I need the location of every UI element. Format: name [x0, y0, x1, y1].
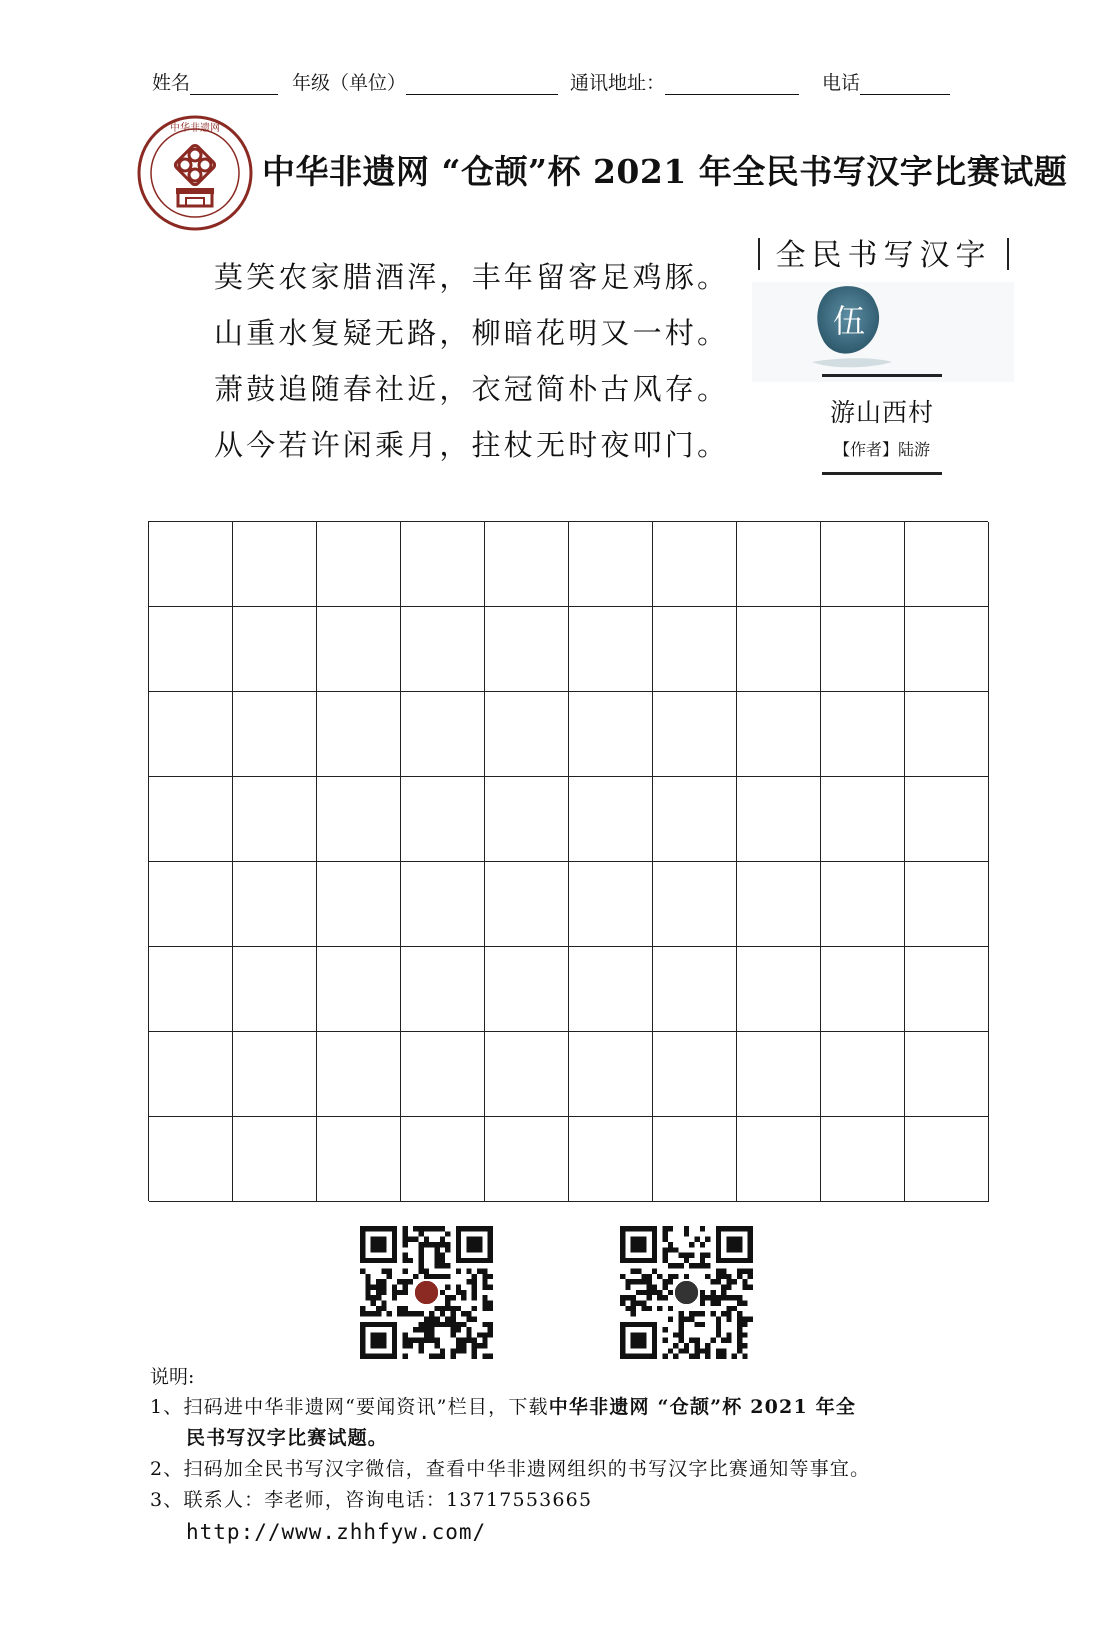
poem-author: 【作者】陆游	[833, 440, 930, 459]
grid-cell[interactable]	[485, 862, 569, 947]
grid-cell[interactable]	[569, 862, 653, 947]
grid-cell[interactable]	[485, 777, 569, 862]
grid-cell[interactable]	[653, 862, 737, 947]
grid-cell[interactable]	[233, 1032, 317, 1117]
grid-cell[interactable]	[737, 947, 821, 1032]
divider	[822, 472, 942, 475]
practice-grid	[148, 521, 988, 1201]
side-banner-text: 全民书写汉字	[775, 238, 992, 273]
grid-cell[interactable]	[905, 1117, 989, 1202]
grid-cell[interactable]	[737, 692, 821, 777]
grid-cell[interactable]	[569, 692, 653, 777]
grid-cell[interactable]	[401, 607, 485, 692]
notes-title: 说明:	[150, 1366, 195, 1388]
grid-cell[interactable]	[149, 947, 233, 1032]
grid-cell[interactable]	[317, 1117, 401, 1202]
grid-cell[interactable]	[905, 692, 989, 777]
grid-cell[interactable]	[821, 862, 905, 947]
address-field[interactable]	[570, 68, 799, 95]
poem-title: 游山西村	[829, 398, 934, 427]
grid-cell[interactable]	[233, 777, 317, 862]
grid-cell[interactable]	[653, 692, 737, 777]
grid-cell[interactable]	[149, 607, 233, 692]
grid-cell[interactable]	[653, 522, 737, 607]
grid-cell[interactable]	[737, 1032, 821, 1117]
grid-cell[interactable]	[233, 1117, 317, 1202]
grid-cell[interactable]	[317, 607, 401, 692]
grid-cell[interactable]	[149, 1032, 233, 1117]
grid-cell[interactable]	[233, 862, 317, 947]
phone-label: 电话	[822, 72, 861, 94]
grid-cell[interactable]	[821, 1117, 905, 1202]
grid-cell[interactable]	[905, 947, 989, 1032]
grid-cell[interactable]	[905, 862, 989, 947]
grid-cell[interactable]	[485, 692, 569, 777]
grid-cell[interactable]	[569, 1032, 653, 1117]
grid-cell[interactable]	[317, 692, 401, 777]
grid-cell[interactable]	[485, 1032, 569, 1117]
grid-cell[interactable]	[569, 607, 653, 692]
grid-cell[interactable]	[317, 947, 401, 1032]
divider	[822, 374, 942, 377]
grid-cell[interactable]	[569, 522, 653, 607]
grid-cell[interactable]	[401, 947, 485, 1032]
grid-cell[interactable]	[233, 692, 317, 777]
grid-cell[interactable]	[821, 692, 905, 777]
grid-cell[interactable]	[821, 1032, 905, 1117]
phone-field[interactable]	[822, 68, 950, 95]
grid-cell[interactable]	[149, 862, 233, 947]
grid-cell[interactable]	[401, 692, 485, 777]
poem-line: 从今若许闲乘月，拄杖无时夜叩门。	[214, 428, 730, 462]
grid-cell[interactable]	[905, 522, 989, 607]
grid-cell[interactable]	[401, 777, 485, 862]
grid-cell[interactable]	[401, 1032, 485, 1117]
grid-cell[interactable]	[317, 522, 401, 607]
grid-cell[interactable]	[149, 1117, 233, 1202]
grid-cell[interactable]	[653, 1117, 737, 1202]
grid-cell[interactable]	[653, 947, 737, 1032]
grid-cell[interactable]	[233, 607, 317, 692]
grid-cell[interactable]	[401, 522, 485, 607]
grid-cell[interactable]	[821, 777, 905, 862]
grid-cell[interactable]	[233, 947, 317, 1032]
svg-text:伍: 伍	[832, 302, 866, 340]
poem-line: 山重水复疑无路，柳暗花明又一村。	[214, 316, 730, 350]
poem-body	[214, 256, 730, 480]
address-label: 通讯地址：	[570, 72, 666, 94]
grid-cell[interactable]	[737, 862, 821, 947]
name-field[interactable]	[152, 68, 278, 95]
grid-cell[interactable]	[737, 777, 821, 862]
qr-code-wechat-icon	[620, 1226, 753, 1359]
side-banner	[758, 230, 1009, 274]
stamp-seal-icon	[752, 282, 1014, 382]
poem-line: 萧鼓追随春社近，衣冠简朴古风存。	[214, 372, 730, 406]
grid-cell[interactable]	[905, 607, 989, 692]
grid-cell[interactable]	[737, 522, 821, 607]
grid-cell[interactable]	[905, 777, 989, 862]
grid-cell[interactable]	[317, 1032, 401, 1117]
grid-cell[interactable]	[485, 522, 569, 607]
note-item-2: 2、扫码加全民书写汉字微信，查看中华非遗网组织的书写汉字比赛通知等事宜。	[150, 1458, 871, 1480]
website-link[interactable]: http://www.zhhfyw.com/	[186, 1520, 487, 1544]
grid-cell[interactable]	[737, 607, 821, 692]
grid-cell[interactable]	[401, 1117, 485, 1202]
page-title: 中华非遗网 “仓颉”杯 2021 年全民书写汉字比赛试题	[262, 152, 1068, 191]
grid-cell[interactable]	[149, 522, 233, 607]
grid-cell[interactable]	[317, 862, 401, 947]
grid-cell[interactable]	[905, 1032, 989, 1117]
grid-cell[interactable]	[233, 522, 317, 607]
note-item-3: 3、联系人：李老师，咨询电话：13717553665	[150, 1489, 593, 1511]
grid-cell[interactable]	[821, 607, 905, 692]
svg-text:中华非遗网: 中华非遗网	[170, 123, 220, 134]
grid-cell[interactable]	[821, 947, 905, 1032]
note-item-1-continued: 民书写汉字比赛试题。	[186, 1427, 389, 1449]
grid-cell[interactable]	[485, 607, 569, 692]
instructions	[150, 1362, 1010, 1548]
note-item-1: 1、扫码进中华非遗网“要闻资讯”栏目，下载中华非遗网 “仓颉”杯 2021 年全	[150, 1396, 857, 1418]
grid-cell[interactable]	[737, 1117, 821, 1202]
grid-cell[interactable]	[653, 607, 737, 692]
grade-field[interactable]	[292, 68, 558, 95]
grid-cell[interactable]	[149, 692, 233, 777]
grid-cell[interactable]	[569, 947, 653, 1032]
qr-code-website-icon	[360, 1226, 493, 1359]
grid-cell[interactable]	[653, 777, 737, 862]
grid-cell[interactable]	[317, 777, 401, 862]
name-label: 姓名	[152, 72, 191, 94]
poem-line: 莫笑农家腊酒浑，丰年留客足鸡豚。	[214, 260, 730, 294]
grid-cell[interactable]	[485, 1117, 569, 1202]
logo-emblem-icon	[136, 114, 254, 232]
grid-cell[interactable]	[821, 522, 905, 607]
grid-cell[interactable]	[485, 947, 569, 1032]
info-fields	[152, 68, 992, 98]
grid-cell[interactable]	[569, 777, 653, 862]
grid-cell[interactable]	[401, 862, 485, 947]
grid-cell[interactable]	[149, 777, 233, 862]
poem-title-block	[822, 374, 942, 475]
grid-cell[interactable]	[653, 1032, 737, 1117]
grid-cell[interactable]	[569, 1117, 653, 1202]
grade-label: 年级（单位）	[292, 72, 407, 94]
